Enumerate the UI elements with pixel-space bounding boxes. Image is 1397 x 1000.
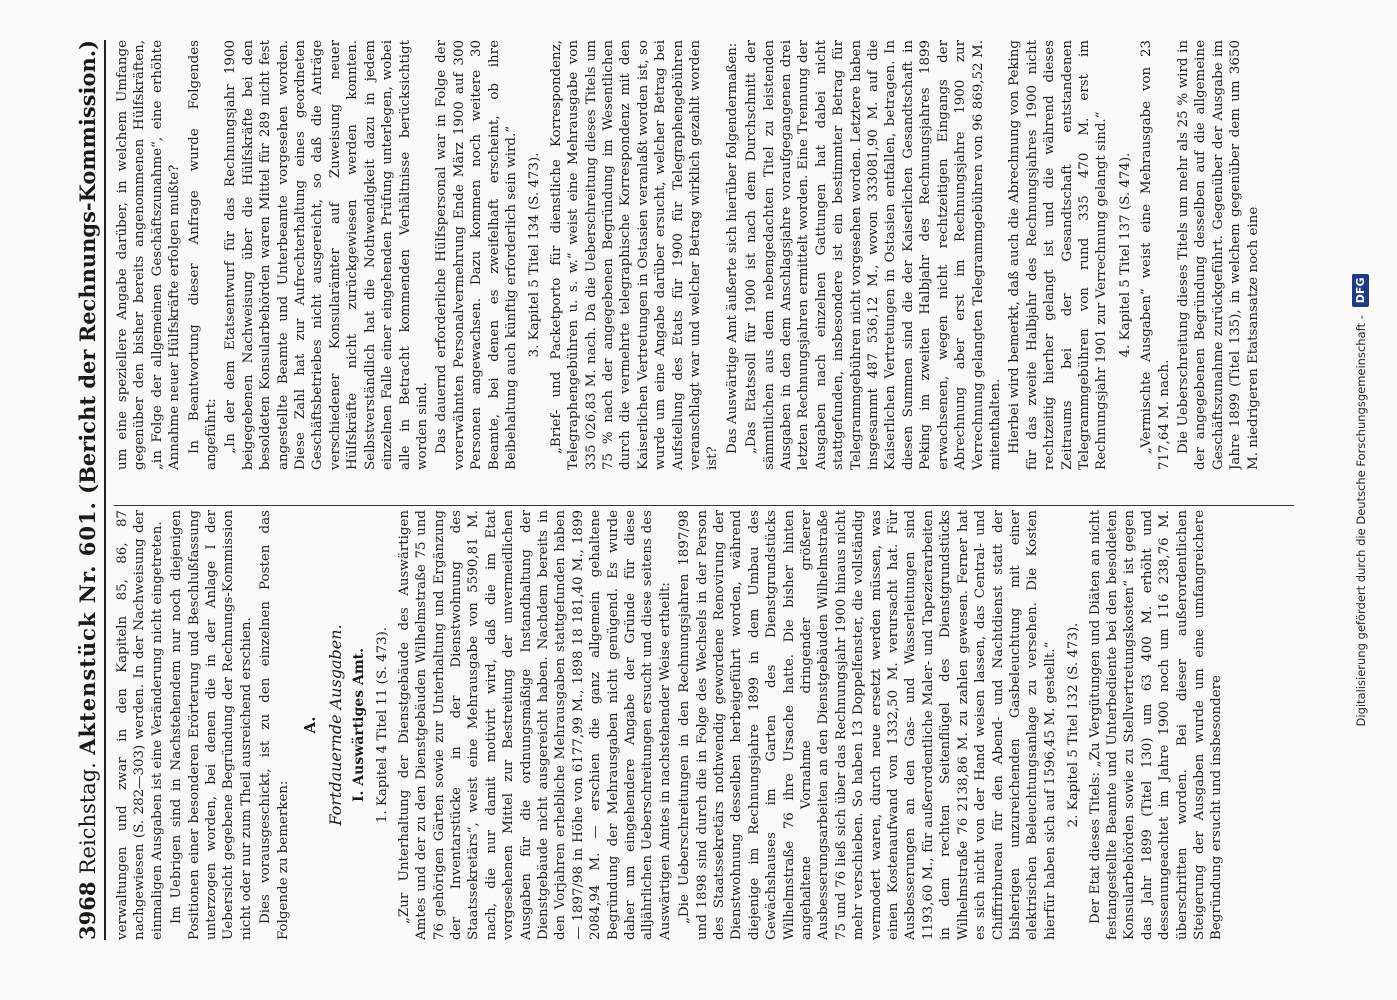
paragraph: „In der dem Etatsentwurf für das Rechnungsjahr 1900 beigegebenen Nachweisung über die Hülfskräfte bei den besoldeten Konsularbehörden waren Mittel für 289 nicht fest angestellte Beamte und Unterbeamte vorgesehen worden. Diese Zahl hat zur Aufrechterhaltung eines geordneten Geschäftsbetriebes nicht ausgereicht, so daß die Anträge verschiedener Konsularämter auf Zuweisung neuer Hülfskräfte nicht zurückgewiesen werden konnten. Selbstverständlich hat die Nothwendigkeit dazu in jedem einzelnen Falle einer eingehenden Prüfung unterlegen, wobei alle in Betracht kommenden Verhältnisse berücksichtigt worden sind. xyxy=(223,40,430,470)
paragraph: „Das Etatssoll für 1900 ist nach dem Durchschnitt der sämmtlichen aus dem nebengedachten Titel zu leistenden Ausgaben in den dem Anschlagsjahre voraufgegangenen drei letzten Rechnungsjahren ermittelt worden. Eine Trennung der Ausgaben nach einzelnen Gattungen hat dabei nicht stattgefunden, insbesondere ist ein bestimmter Betrag für Telegrammgebühren nicht vorgesehen worden. Letztere haben insgesammt 487 536,12 M., wovon 333081,90 M. auf die Kaiserlichen Vertretungen in Ostasien entfallen, betragen. In diesen Summen sind die der Kaiserlichen Gesandtschaft in Peking im zweiten Halbjahr des Rechnungsjahres 1899 erwachsenen, wegen nicht rechtzeitigen Eingangs der Abrechnung aber erst im Rechnungsjahre 1900 zur Verrechnung gelangten Telegrammgebühren von 96 869,52 M. mitenthalten. xyxy=(744,40,1003,470)
paragraph: Im Uebrigen sind in Nachstehendem nur noch diejenigen Positionen einer besonderen Erörterung und Beschlußfassung unterzogen worden, bei denen die in der Anlage I der Uebersicht gegebene Begründung der Rechnungs-Kommission nicht oder nur zum Theil ausreichend erschien. xyxy=(169,510,254,940)
paragraph: verwaltungen und zwar in den Kapiteln 85, 86, 87 nachgewiesen (S. 282—303) werden. In der Nachweisung der einmaligen Ausgaben ist eine Veränderung nicht eingetreten. xyxy=(115,510,165,940)
page-number: 3968 xyxy=(75,881,100,940)
paragraph: „Zur Unterhaltung der Dienstgebäude des Auswärtigen Amtes und der zu den Dienstgebäuden Wilhelmstraße 75 und 76 gehörigen Gärten sowie zur Unterhaltung und Ergänzung der Inventarstücke in der Dienstwohnung des Staatssekretärs“, weist eine Mehrausgabe von 5590,81 M. nach, die nur damit motivirt wird, daß die im Etat vorgesehenen Mittel zur Bestreitung der unvermeidlichen Ausgaben für die ordnungsmäßige Instandhaltung der Dienstgebäude nicht ausgereicht haben. Nachdem bereits in den Vorjahren erhebliche Mehrausgaben stattgefunden haben — 1897/98 in Höhe von 6177,99 M., 1898 18 181,40 M., 1899 2084,94 M. — erschien die ganz allgemein gehaltene Begründung der Mehrausgaben nicht genügend. Es wurde daher um eingehendere Angabe der Gründe für diese alljährlichen Ueberschreitungen ersucht und diese seitens des Auswärtigen Amtes in nachstehender Weise ertheilt: xyxy=(396,510,673,940)
paragraph: um eine speziellere Angabe darüber, in welchem Umfange gegenüber den bisher bereits angenommenen Hülfskräften, „in Folge der allgemeinen Geschäftszunahme“, eine erhöhte Annahme neuer Hülfskräfte erfolgen mußte? xyxy=(115,40,183,470)
left-column xyxy=(114,510,1294,940)
paragraph: Das Auswärtige Amt äußerte sich hierüber folgendermaßen: xyxy=(724,42,740,454)
page-header xyxy=(60,40,106,940)
paragraph: Das dauernd erforderliche Hülfspersonal war in Folge der vorerwähnten Personalvermehrung Ende März 1900 auf 300 Personen angewachsen. Dazu kommen noch weitere 30 Beamte, bei denen es zweifelhaft erscheint, ob ihre Beibehaltung auch künftig erforderlich sein wird.“ xyxy=(434,40,519,470)
header-right-title: (Bericht der Rechnungs-Kommission.) xyxy=(75,40,100,494)
section-letter: A. xyxy=(301,716,320,734)
paragraph: „Brief- und Packetporto für dienstliche Korrespondenz, Telegraphengebühren u. s. w.“ weist eine Mehrausgabe von 335 026,83 M. nach. Da die Ueberschreitung dieses Titels um 75 % nach der angegebenen Begründung im Wesentlichen durch die vermehrte telegraphische Korrespondenz mit den Kaiserlichen Vertretungen in Ostasien veranlaßt worden ist, so wurde um eine Angabe darüber ersucht, welcher Betrag bei Aufstellung des Etats für 1900 für Telegraphengebühren veranschlagt war und welcher Betrag wirklich gezahlt worden ist? xyxy=(548,40,721,470)
paragraph: Hierbei wird bemerkt, daß auch die Abrechnung von Peking für das zweite Halbjahr des Rechnungsjahres 1900 nicht rechtzeitig hierher gelangt ist und die während dieses Zeitraums bei der Gesandtschaft entstandenen Telegrammgebühren von rund 335 470 M. erst im Rechnungsjahr 1901 zur Verrechnung gelangt sind.“ xyxy=(1007,40,1110,470)
subsection-title: I. Auswärtiges Amt. xyxy=(350,648,367,802)
right-column xyxy=(114,40,1294,470)
paragraph: „Vermischte Ausgaben“ weist eine Mehrausgabe von 23 717,64 M. nach. xyxy=(1139,40,1172,470)
paragraph: Der Etat dieses Titels: „Zu Vergütungen und Diäten an nicht festangestellte Beamte und Unterbediente bei den besoldeten Konsularbehörden sowie zu Stellvertretungskosten“ ist gegen das Jahr 1899 (Titel 130) um 63 400 M. erhöht und dessenungeachtet im Jahre 1900 noch um 116 238,76 M. überschritten worden. Bei dieser außerordentlichen Steigerung der Ausgaben wurde um eine umfangreichere Begründung ersucht und insbesondere xyxy=(1087,510,1225,940)
paragraph: Die Ueberschreitung dieses Titels um mehr als 25 % wird in der angegebenen Begründung desselben auf die allgemeine Geschäftszunahme zurückgeführt. Gegenüber der Ausgabe im Jahre 1899 (Titel 135), in welchem gegenüber dem um 3650 M. niedrigeren Etatsansatze noch eine xyxy=(1175,40,1261,470)
header-left-title: Reichstag. xyxy=(76,762,100,875)
item-heading: 4. Kapitel 5 Titel 137 (S. 474). xyxy=(1117,152,1133,358)
item-heading: 2. Kapitel 5 Titel 132 (S. 473). xyxy=(1066,622,1082,828)
header-center-title: Aktenstück Nr. 601. xyxy=(75,501,100,755)
paragraph: Dies vorausgeschickt, ist zu den einzelnen Posten das Folgende zu bemerken: xyxy=(258,510,291,940)
dfg-logo: DFG xyxy=(1352,274,1369,308)
digitization-credit xyxy=(1352,120,1369,880)
section-title: Fortdauernde Ausgaben. xyxy=(326,624,346,826)
item-heading: 3. Kapitel 5 Titel 134 (S. 473). xyxy=(527,152,543,358)
credit-text: Digitalisierung gefördert durch die Deutsche Forschungsgemeinschaft - xyxy=(1353,315,1368,727)
paragraph: „Die Ueberschreitungen in den Rechnungsjahren 1897/98 und 1898 sind durch die in Folge des Wechsels in der Person des Staatssekretärs nothwendig gewordene Renovirung der Dienstwohnung desselben herbeigeführt worden, während diejenige im Rechnungsjahre 1899 in dem Umbau des Gewächshauses im Garten des Dienstgrundstücks Wilhelmstraße 76 ihre Ursache hatte. Die bisher hinten angehaltene Vornahme dringender größerer Ausbesserungsarbeiten an den Dienstgebäuden Wilhelmstraße 75 und 76 ließ sich über das Rechnungsjahr 1900 hinaus nicht mehr verschieben. So haben 13 Doppelfenster, die vollständig vermodert waren, durch neue ersetzt werden müssen, was einen Kostenaufwand von 1332,50 M. verursacht hat. Für Ausbesserungen an den Gas- und Wasserleitungen sind 1193,60 M., für außerordentliche Maler- und Tapezierarbeiten in dem rechten Seitenflügel des Dienstgrundstücks Wilhelmstraße 76 2138,86 M. zu zahlen gewesen. Ferner hat es sich nicht von der Hand weisen lassen, das Central- und Chiffrirbureau für den Abend- und Nachtdienst statt der bisherigen unzureichenden Gasbeleuchtung mit einer elektrischen Beleuchtungsanlage zu versehen. Die Kosten hierfür haben sich auf 1596,45 M. gestellt.“ xyxy=(677,510,1058,940)
column-divider xyxy=(114,505,1294,506)
item-heading: 1. Kapitel 4 Titel 11 (S. 473). xyxy=(375,626,391,824)
paragraph: In Beantwortung dieser Anfrage wurde Folgendes angeführt: xyxy=(186,40,220,470)
